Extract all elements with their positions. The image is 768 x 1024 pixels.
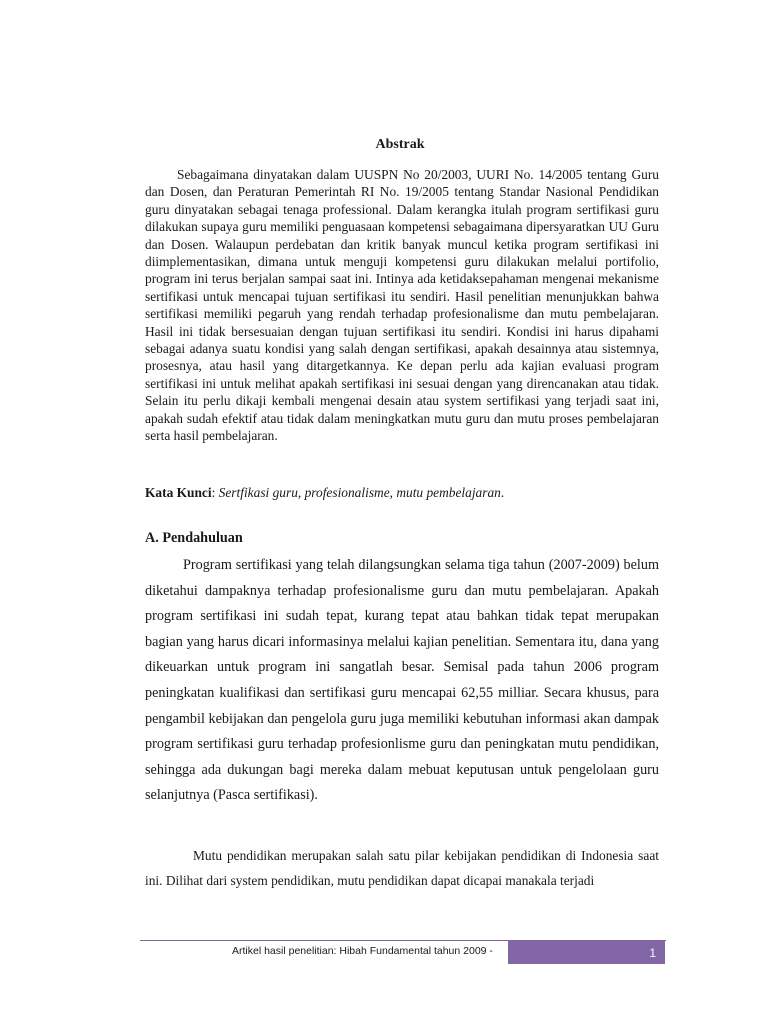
keywords: [145, 484, 665, 501]
keywords-end: .: [500, 485, 505, 500]
keywords-separator: :: [211, 485, 219, 500]
keywords-text: Sertfikasi guru, profesionalisme, mutu pembelajaran: [218, 485, 501, 500]
section-heading: A. Pendahuluan: [145, 530, 243, 546]
page-number-box: [508, 941, 665, 964]
section-paragraph: Mutu pendidikan merupakan salah satu pilar kebijakan pendidikan di Indonesia saat ini. Dilihat dari system pendidikan, mutu pendidikan dapat dicapai manakala terjadi: [145, 848, 659, 888]
keywords-label: Kata Kunci: [145, 485, 212, 500]
footer-text: Artikel hasil penelitian: Hibah Fundamental tahun 2009 -: [232, 945, 493, 957]
section-paragraph: Program sertifikasi yang telah dilangsungkan selama tiga tahun (2007-2009) belum diketahui dampaknya terhadap profesionalisme guru dan mutu pembelajaran. Apakah program sertifikasi ini sudah tepat, kurang tepat atau bahkan tidak tepat merupakan bagian yang harus dicari informasinya melalui kajian penelitian. Sementara itu, dana yang dikeuarkan untuk program ini sangatlah besar. Semisal pada tahun 2006 program peningkatan kualifikasi dan sertifikasi guru mencapai 62,55 milliar. Secara khusus, para pengambil kebijakan dan pengelola guru juga memiliki kebutuhan informasi akan dampak program sertifikasi guru terhadap profesionlisme guru dan peningkatan mutu pendidikan, sehingga ada dukungan bagi mereka dalam mebuat keputusan untuk pengelolaan guru selanjutnya (Pasca sertifikasi).: [145, 557, 659, 804]
abstract-body: Sebagaimana dinyatakan dalam UUSPN No 20/2003, UURI No. 14/2005 tentang Guru dan Dosen, dan Peraturan Pemerintah RI No. 19/2005 tentang Standar Nasional Pendidikan guru dinyatakan sebagai tenaga professional. Dalam kerangka itulah program sertifikasi guru dilakukan supaya guru memiliki penguasaan kompetensi sebagaimana dipersyaratkan UU Guru dan Dosen. Walaupun perdebatan dan kritik banyak muncul ketika program sertifikasi ini diimplementasikan, dimana untuk menguji kompetensi guru dilakukan melalui portifolio, program ini terus berjalan sampai saat ini. Intinya ada ketidaksepahaman mengenai mekanisme sertifikasi untuk mencapai tujuan sertifikasi itu sendiri. Hasil penelitian menunjukkan bahwa sertifikasi memiliki pegaruh yang rendah terhadap profesionalisme dan mutu pembelajaran. Hasil ini tidak bersesuaian dengan tujuan sertifikasi itu sendiri. Kondisi ini harus dipahami sebagai adanya suatu kondisi yang salah dengan sertifikasi, apakah desainnya atau sistemnya, prosesnya, atau hasil yang ditargetkannya. Ke depan perlu ada kajian evaluasi program sertifikasi ini untuk melihat apakah sertifikasi ini sesuai dengan yang direncanakan atau tidak. Selain itu perlu dikaji kembali mengenai desain atau system sertifikasi yang terjadi saat ini, apakah sudah efektif atau tidak dalam meningkatkan mutu guru dan mutu proses pembelajaran serta hasil pembelajaran.: [145, 167, 659, 444]
page-number: 1: [649, 946, 656, 960]
abstract-title: Abstrak: [375, 137, 425, 152]
